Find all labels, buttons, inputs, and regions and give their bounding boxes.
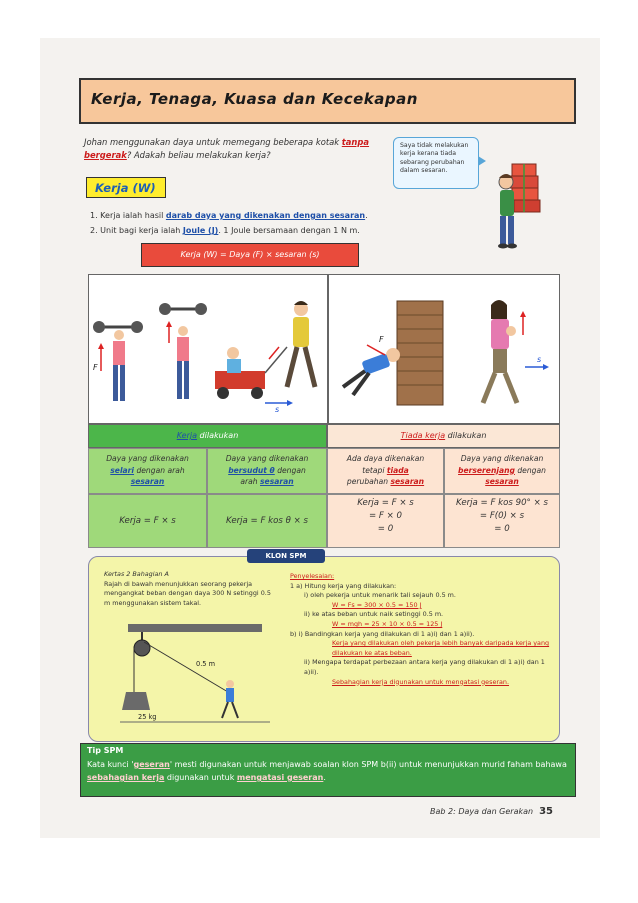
solution-block	[290, 572, 552, 687]
equation-3-line-1: Kerja = F × s	[357, 498, 414, 508]
c2d: arah	[240, 477, 261, 486]
klon-spm-badge: KLON SPM	[247, 549, 325, 563]
c1d: sesaran	[130, 477, 165, 486]
intro-text-a: Johan menggunakan daya untuk memegang beberapa kotak	[84, 137, 340, 147]
sol-line-1: 1 a) Hitung kerja yang dilakukan:	[290, 581, 397, 590]
sol-line-9: Sebahagian kerja digunakan untuk mengatasi geseran.	[332, 677, 510, 686]
c4a: Daya yang dikenakan	[460, 454, 544, 463]
sol-line-8: ii) Mengapa terdapat perbezaan antara kerja yang dilakukan di 1 a)i) dan 1 a)ii).	[304, 658, 545, 676]
c1c: dengan arah	[134, 465, 185, 475]
c1a: Daya yang dikenakan	[106, 454, 189, 463]
c3d: perubahan	[346, 477, 391, 486]
def1-text: 1. Kerja ialah hasil	[90, 211, 166, 220]
def2-end: . 1 Joule bersamaan dengan 1 N m.	[218, 226, 360, 235]
sol-line-4: ii) ke atas beban untuk naik setinggi 0.5 m.	[304, 610, 444, 619]
tip-t1: Kata kunci '	[87, 760, 134, 769]
equation-1: Kerja = F × s	[119, 516, 176, 526]
tip-body	[87, 758, 567, 784]
mass-label: 25 kg	[138, 713, 157, 721]
work-formula-box	[141, 243, 359, 267]
head-kerja: Kerja	[176, 431, 197, 440]
chapter-label: Bab 2: Daya dan Gerakan	[430, 807, 534, 816]
c3b: tetapi	[362, 465, 387, 475]
intro-text-red: tanpa bergerak	[84, 137, 370, 160]
table-cell-no-displacement	[327, 448, 444, 494]
equation-4-line-2: = F(0) × s	[479, 511, 525, 521]
definitions-list	[90, 208, 430, 238]
sol-line-2: i) oleh pekerja untuk menarik tali sejauh 0.5 m.	[304, 591, 456, 600]
work-conditions-table	[88, 424, 560, 548]
equation-3-line-3: = 0	[377, 524, 394, 534]
intro-text-c: ? Adakah beliau melakukan kerja?	[126, 150, 271, 160]
tip-spm-box	[80, 743, 576, 797]
displacement-label-1: s	[275, 405, 280, 414]
tip-t7: .	[323, 773, 326, 782]
tip-t5: digunakan untuk	[164, 773, 237, 782]
question-text: Rajah di bawah menunjukkan seorang pekerja mengangkat beban dengan daya 300 N setinggi 0.5 m menggunakan sistem takal.	[104, 579, 271, 607]
definition-item-2	[90, 223, 430, 238]
sol-line-7: Kerja yang dilakukan oleh pekerja lebih banyak daripada kerja yang dilakukan ke atas beban.	[332, 639, 550, 657]
tip-t3: ' mesti digunakan untuk menjawab soalan klon SPM b(ii) untuk menunjukkan murid faham bahawa	[169, 760, 567, 769]
c2e: sesaran	[260, 477, 294, 486]
pushing-wall-and-carrying-child-illustration	[329, 275, 559, 423]
c4d: sesaran	[485, 477, 519, 486]
tip-t2: geseran	[133, 760, 170, 769]
table-cell-parallel	[88, 448, 207, 494]
page-footer	[430, 806, 553, 817]
c1b: selari	[110, 465, 135, 475]
page-title: Kerja, Tenaga, Kuasa dan Kecekapan	[91, 90, 418, 108]
def1-highlight: darab daya yang dikenakan dengan sesaran	[165, 211, 366, 220]
c3c: tiada	[386, 465, 409, 475]
table-head-no-work	[327, 424, 560, 448]
head-dilakukan-2: dilakukan	[445, 431, 487, 440]
question-block	[104, 570, 279, 608]
force-label-2: F	[379, 335, 384, 344]
def1-end: .	[365, 211, 368, 220]
sol-line-5: W = mgh = 25 × 10 × 0.5 = 125 J	[332, 619, 443, 628]
equation-4-line-3: = 0	[494, 524, 510, 534]
def2-text: 2. Unit bagi kerja ialah	[90, 226, 183, 235]
equation-4-line-1: Kerja = F kos 90° × s	[456, 498, 548, 508]
section-heading-box	[86, 177, 166, 198]
chapter-title-bar	[79, 78, 576, 124]
equation-cell-3	[327, 494, 444, 548]
c2b: bersudut θ	[228, 465, 275, 475]
tip-heading: Tip SPM	[87, 746, 124, 755]
table-cell-angle	[207, 448, 327, 494]
force-label-1: F	[93, 363, 98, 372]
head-dilakukan: dilakukan	[197, 431, 239, 440]
intro-question	[84, 136, 384, 162]
page-number: 35	[539, 806, 554, 817]
speech-bubble	[393, 137, 479, 189]
c4c: dengan	[514, 465, 546, 475]
c4b: berserenjang	[458, 465, 515, 475]
equation-3-line-2: = F × 0	[368, 511, 402, 521]
c2c: dengan	[274, 465, 306, 475]
section-heading: Kerja (W)	[95, 181, 156, 195]
paper-label: Kertas 2 Bahagian A	[104, 570, 169, 578]
speech-bubble-text: Saya tidak melakukan kerja kerana tiada sebarang perubahan dalam sesaran.	[400, 142, 469, 175]
def2-highlight: Joule (J)	[182, 226, 219, 235]
equation-cell-1	[88, 494, 207, 548]
equation-cell-4	[444, 494, 560, 548]
equation-cell-2	[207, 494, 327, 548]
rope-length-label: 0.5 m	[196, 660, 216, 668]
weightlifters-and-cart-illustration	[89, 275, 327, 423]
tip-t4: sebahagian kerja	[87, 773, 165, 782]
c2a: Daya yang dikenakan	[225, 454, 309, 463]
table-head-work-done	[88, 424, 327, 448]
definition-item-1	[90, 208, 430, 223]
head-tiada-kerja: Tiada kerja	[400, 431, 446, 440]
sol-line-6: b) i) Bandingkan kerja yang dilakukan di 1 a)i) dan 1 a)ii).	[290, 629, 475, 638]
c3e: sesaran	[390, 477, 425, 486]
equation-2: Kerja = F kos θ × s	[226, 516, 308, 526]
sol-line-3: W = Fs = 300 × 0.5 = 150 J	[332, 600, 422, 609]
solution-heading: Penyelesaian:	[290, 572, 335, 580]
table-cell-perpendicular	[444, 448, 560, 494]
boy-carrying-boxes-illustration	[490, 160, 560, 255]
work-formula: Kerja (W) = Daya (F) × sesaran (s)	[180, 250, 320, 259]
tip-t6: mengatasi geseran	[236, 773, 324, 782]
c3a: Ada daya dikenakan	[346, 454, 425, 463]
displacement-label-2: s	[537, 355, 542, 364]
work-illustrations-panel	[88, 274, 560, 424]
